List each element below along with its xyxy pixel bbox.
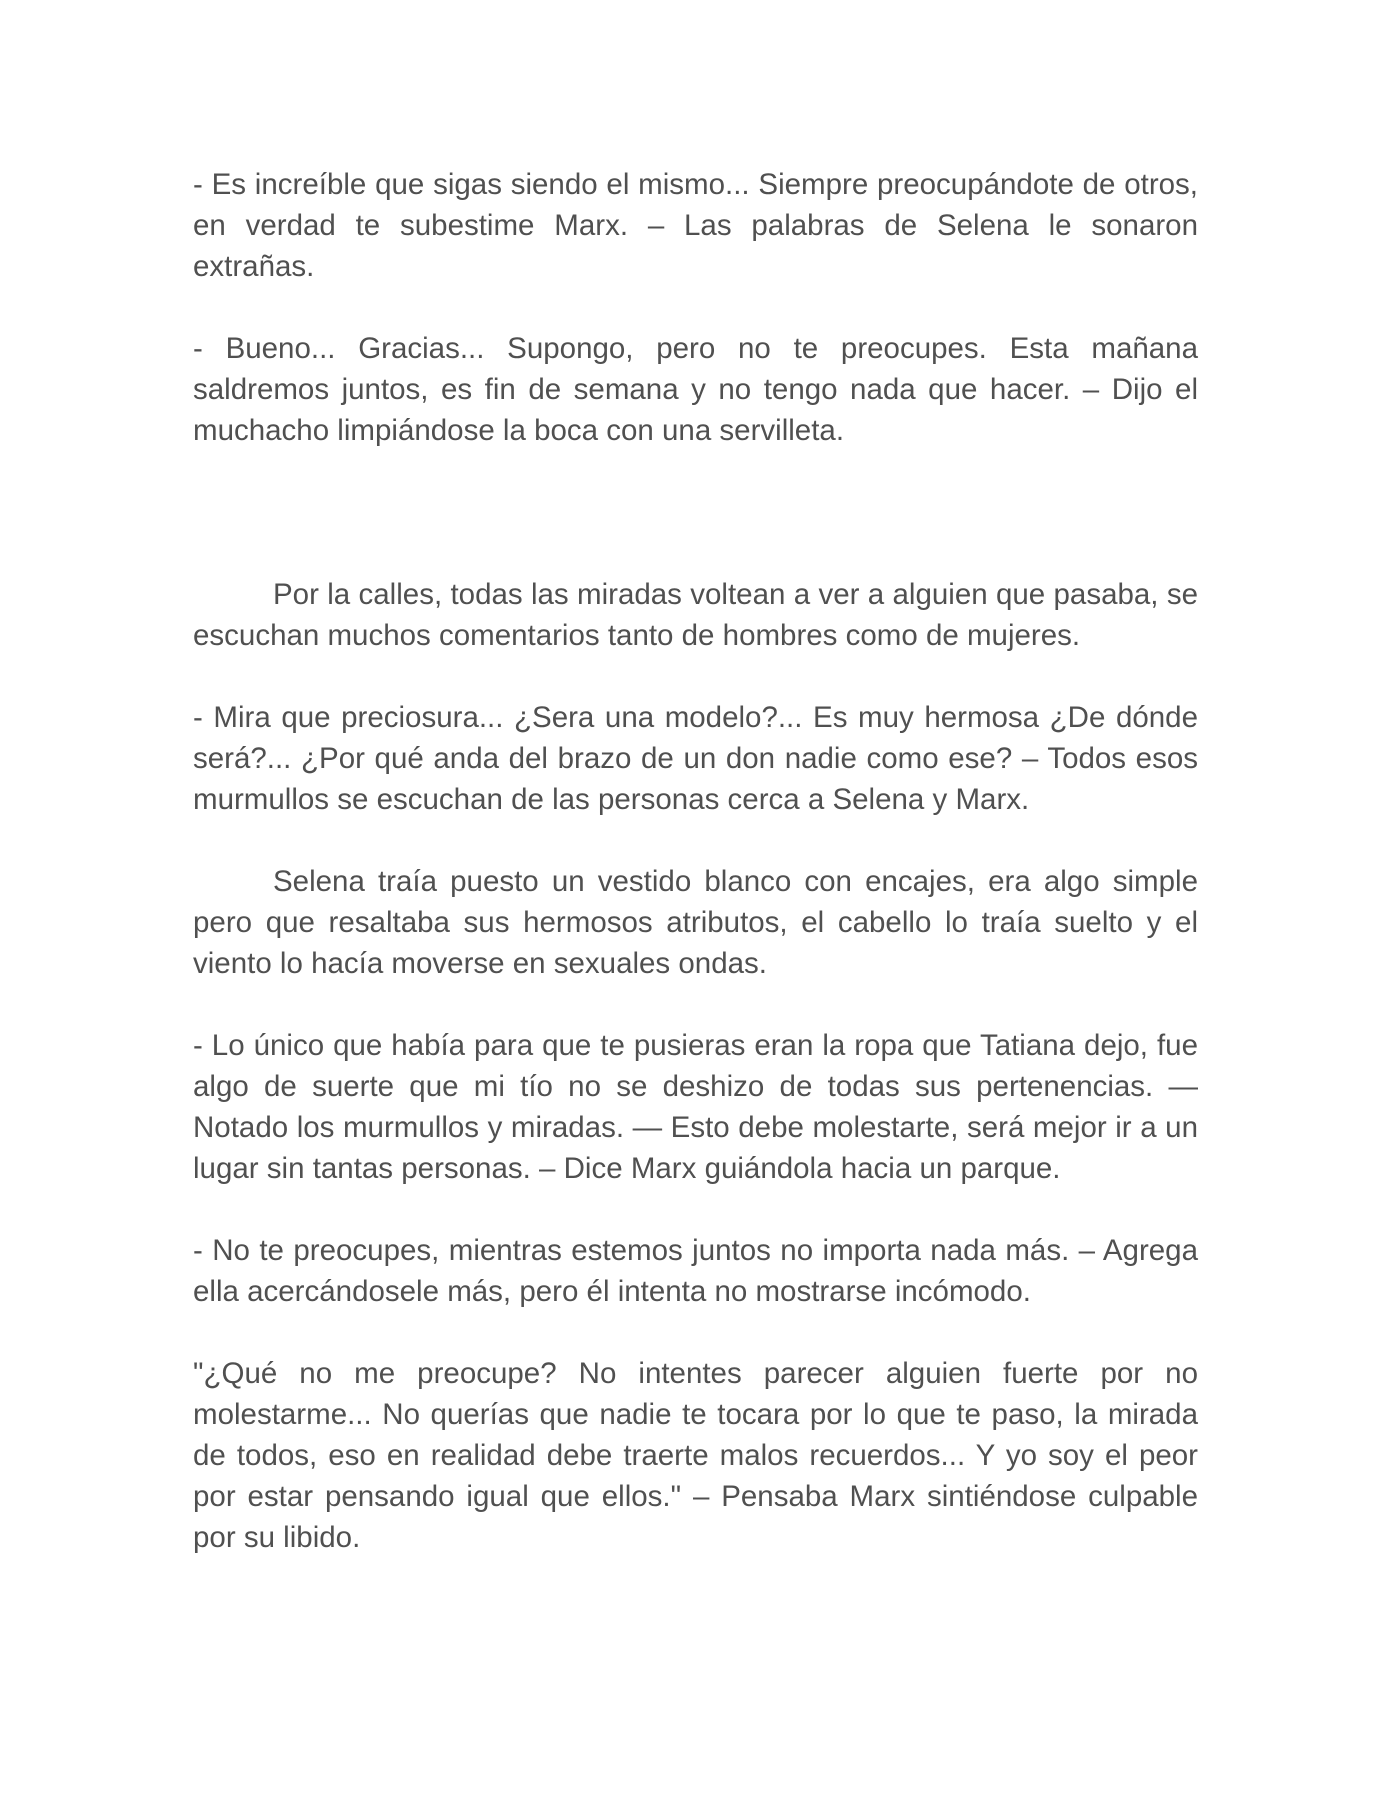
section-break	[193, 492, 1198, 574]
paragraph-dialogue-murmurs: - Mira que preciosura... ¿Sera una modelo?... Es muy hermosa ¿De dónde será?... ¿Por qué anda del brazo de un don nadie como ese? – Todos esos murmullos se escuchan de las personas cerca a Selena y Marx.	[193, 701, 1198, 816]
paragraph-dialogue-together: - No te preocupes, mientras estemos juntos no importa nada más. – Agrega ella acercándosele más, pero él intenta no mostrarse incómodo.	[193, 1234, 1198, 1308]
paragraph-narration-dress: Selena traía puesto un vestido blanco con encajes, era algo simple pero que resaltaba sus hermosos atributos, el cabello lo traía suelto y el viento lo hacía moverse en sexuales ondas.	[193, 865, 1198, 980]
paragraph-thought-marx: "¿Qué no me preocupe? No intentes parecer alguien fuerte por no molestarme... No querías que nadie te tocara por lo que te paso, la mirada de todos, eso en realidad debe traerte malos recuerdos... Y yo soy el peor por estar pensando igual que ellos." – Pensaba Marx sintiéndose culpable por su libido.	[193, 1357, 1198, 1554]
paragraph-dialogue-2: - Bueno... Gracias... Supongo, pero no te preocupes. Esta mañana saldremos juntos, es fin de semana y no tengo nada que hacer. – Dijo el muchacho limpiándose la boca con una servilleta.	[193, 332, 1198, 447]
paragraph-narration-streets: Por la calles, todas las miradas voltean a ver a alguien que pasaba, se escuchan muchos comentarios tanto de hombres como de mujeres.	[193, 578, 1198, 652]
document-body	[193, 164, 1198, 1599]
paragraph-dialogue-clothes: - Lo único que había para que te pusieras eran la ropa que Tatiana dejo, fue algo de suerte que mi tío no se deshizo de todas sus pertenencias. — Notado los murmullos y miradas. — Esto debe molestarte, será mejor ir a un lugar sin tantas personas. – Dice Marx guiándola hacia un parque.	[193, 1029, 1198, 1185]
paragraph-dialogue-1: - Es increíble que sigas siendo el mismo... Siempre preocupándote de otros, en verdad te subestime Marx. – Las palabras de Selena le sonaron extrañas.	[193, 168, 1198, 283]
